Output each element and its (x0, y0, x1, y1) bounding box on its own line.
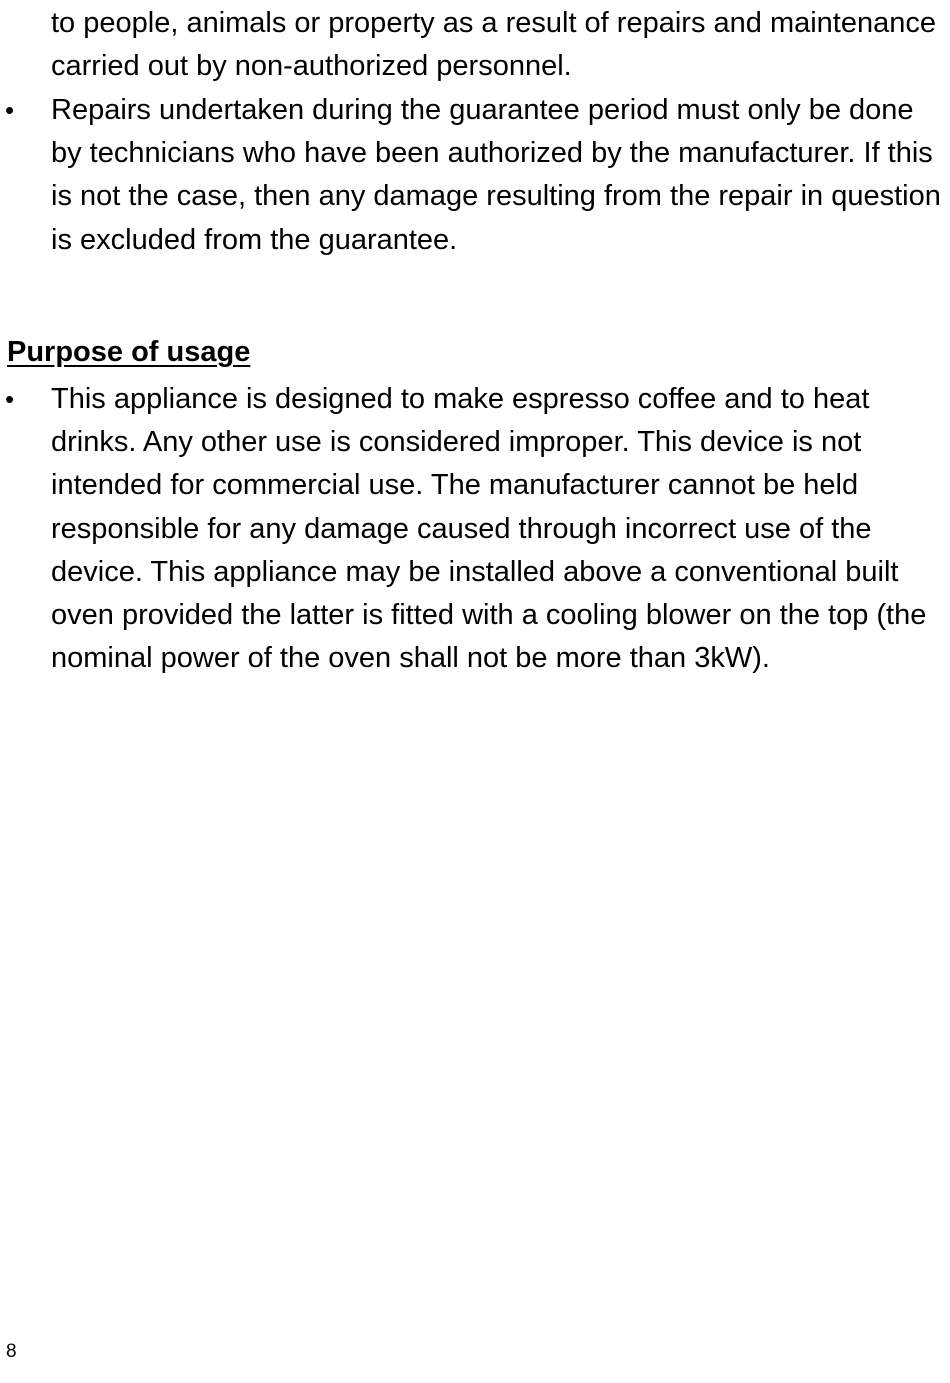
bullet-list-purpose (0, 378, 950, 680)
bullet-icon: • (5, 95, 15, 125)
bullet-list-guarantee (0, 89, 950, 262)
list-item-text: Repairs undertaken during the guarantee period must only be done by technicians who have been authorized by the manufacturer. If this is not the case, then any damage resulting from the repair in question is excluded from the guarantee. (51, 94, 941, 256)
bullet-icon: • (5, 384, 15, 414)
page-number: 8 (6, 1341, 17, 1362)
section-heading: Purpose of usage (7, 336, 251, 368)
list-item (0, 89, 950, 262)
continuation-paragraph: to people, animals or property as a result of repairs and maintenance carried out by non-authorized personnel. (51, 7, 936, 83)
list-item-text: This appliance is designed to make espresso coffee and to heat drinks. Any other use is considered improper. This device is not intended for commercial use. The manufacturer cannot be held responsible for any damage caused through incorrect use of the device. This appliance may be installed above a conventional built oven provided the latter is fitted with a cooling blower on the top (the nominal power of the oven shall not be more than 3kW). (51, 383, 927, 675)
list-item (0, 378, 950, 680)
